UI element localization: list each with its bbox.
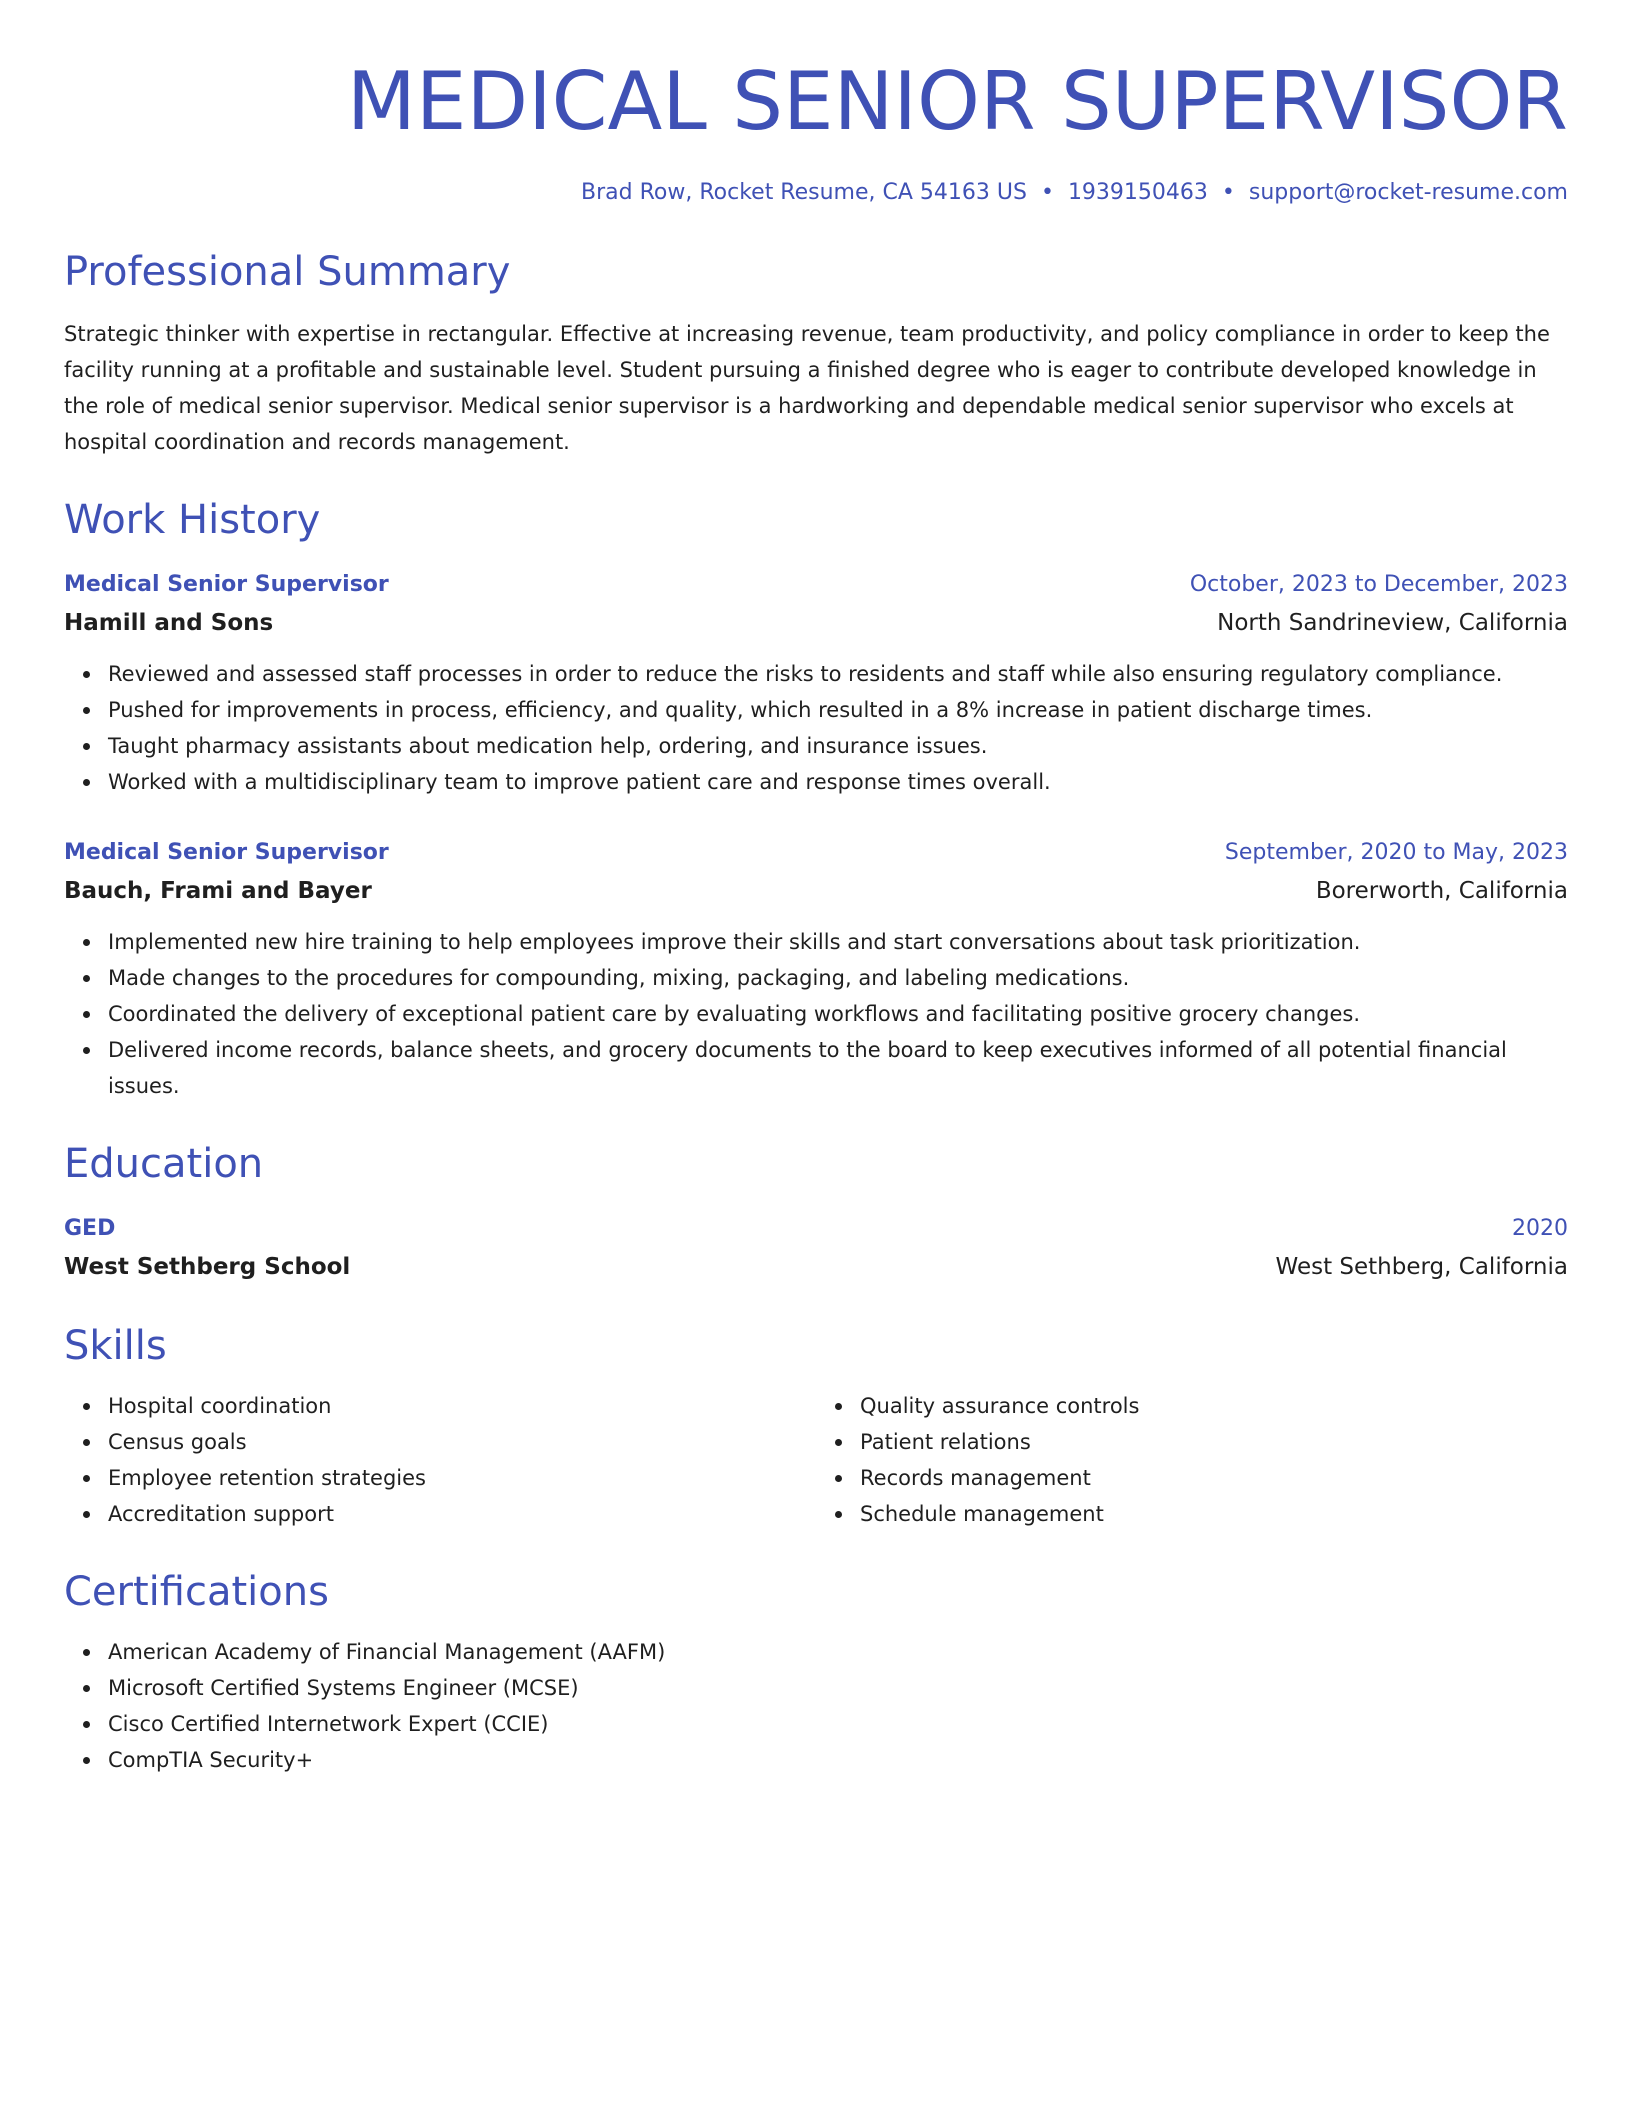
skills-heading: Skills (64, 1323, 167, 1369)
contact-separator: • (1040, 180, 1054, 205)
education-heading: Education (64, 1141, 264, 1187)
list-item: Delivered income records, balance sheets, and grocery documents to the board to keep executives informed of all potential financial issues. (108, 1032, 1568, 1104)
contact-line (64, 178, 1568, 208)
list-item: Records management (860, 1460, 1568, 1496)
list-item: Pushed for improvements in process, efficiency, and quality, which resulted in a 8% increase in patient discharge times. (108, 692, 1568, 728)
contact-phone: 1939150463 (1067, 180, 1208, 205)
list-item: Made changes to the procedures for compounding, mixing, packaging, and labeling medications. (108, 960, 1568, 996)
contact-email: support@rocket-resume.com (1248, 180, 1568, 205)
education-degree: GED (64, 1216, 116, 1241)
list-item: Reviewed and assessed staff processes in order to reduce the risks to residents and staff while also ensuring regulatory compliance. (108, 656, 1568, 692)
contact-separator: • (1221, 180, 1235, 205)
job-location: North Sandrineview, California (1217, 610, 1568, 636)
summary-text: Strategic thinker with expertise in rectangular. Effective at increasing revenue, team productivity, and policy compliance in order to keep the facility running at a profitable and sustainable level. Student pursuing a finished degree who is eager to contribute developed knowledge in the role of medical senior supervisor. Medical senior supervisor is a hardworking and dependable medical senior supervisor who excels at hospital coordination and records management. (64, 322, 1550, 454)
job-company: Bauch, Frami and Bayer (64, 878, 372, 904)
list-item: CompTIA Security+ (108, 1742, 1568, 1778)
education-school: West Sethberg School (64, 1254, 351, 1280)
education-entry (64, 1210, 1568, 1286)
skills-grid (64, 1388, 1568, 1532)
certifications-list (64, 1634, 1568, 1778)
summary-section (64, 244, 1568, 460)
list-item: Cisco Certified Internetwork Expert (CCIE) (108, 1706, 1568, 1742)
education-year: 2020 (1512, 1216, 1568, 1241)
list-item: Implemented new hire training to help employees improve their skills and start conversations about task prioritization. (108, 924, 1568, 960)
skills-list-left (64, 1388, 816, 1532)
candidate-title: MEDICAL SENIOR SUPERVISOR (346, 55, 1568, 148)
list-item: Employee retention strategies (108, 1460, 816, 1496)
job-bullets (64, 924, 1568, 1104)
work-history-section (64, 492, 1568, 1104)
list-item: Microsoft Certified Systems Engineer (MCSE) (108, 1670, 1568, 1706)
job-role: Medical Senior Supervisor (64, 572, 389, 597)
contact-address: Brad Row, Rocket Resume, CA 54163 US (581, 180, 1027, 205)
list-item: Schedule management (860, 1496, 1568, 1532)
list-item: Census goals (108, 1424, 816, 1460)
education-location: West Sethberg, California (1275, 1254, 1568, 1280)
job-bullets (64, 656, 1568, 800)
resume-header (64, 52, 1568, 208)
skills-section (64, 1318, 1568, 1532)
education-section (64, 1136, 1568, 1286)
job-dates: October, 2023 to December, 2023 (1189, 572, 1568, 597)
work-history-heading: Work History (64, 497, 321, 543)
list-item: Worked with a multidisciplinary team to improve patient care and response times overall. (108, 764, 1568, 800)
job-location: Borerworth, California (1315, 878, 1568, 904)
job-role: Medical Senior Supervisor (64, 840, 389, 865)
summary-heading: Professional Summary (64, 249, 511, 295)
list-item: Taught pharmacy assistants about medication help, ordering, and insurance issues. (108, 728, 1568, 764)
list-item: American Academy of Financial Management (AAFM) (108, 1634, 1568, 1670)
job-company: Hamill and Sons (64, 610, 274, 636)
job-entry (64, 834, 1568, 1104)
list-item: Patient relations (860, 1424, 1568, 1460)
list-item: Accreditation support (108, 1496, 816, 1532)
job-dates: September, 2020 to May, 2023 (1224, 840, 1568, 865)
job-entry (64, 566, 1568, 800)
list-item: Quality assurance controls (860, 1388, 1568, 1424)
certifications-heading: Certifications (64, 1569, 329, 1615)
skills-list-right (816, 1388, 1568, 1532)
list-item: Hospital coordination (108, 1388, 816, 1424)
certifications-section (64, 1564, 1568, 1778)
list-item: Coordinated the delivery of exceptional patient care by evaluating workflows and facilitating positive grocery changes. (108, 996, 1568, 1032)
